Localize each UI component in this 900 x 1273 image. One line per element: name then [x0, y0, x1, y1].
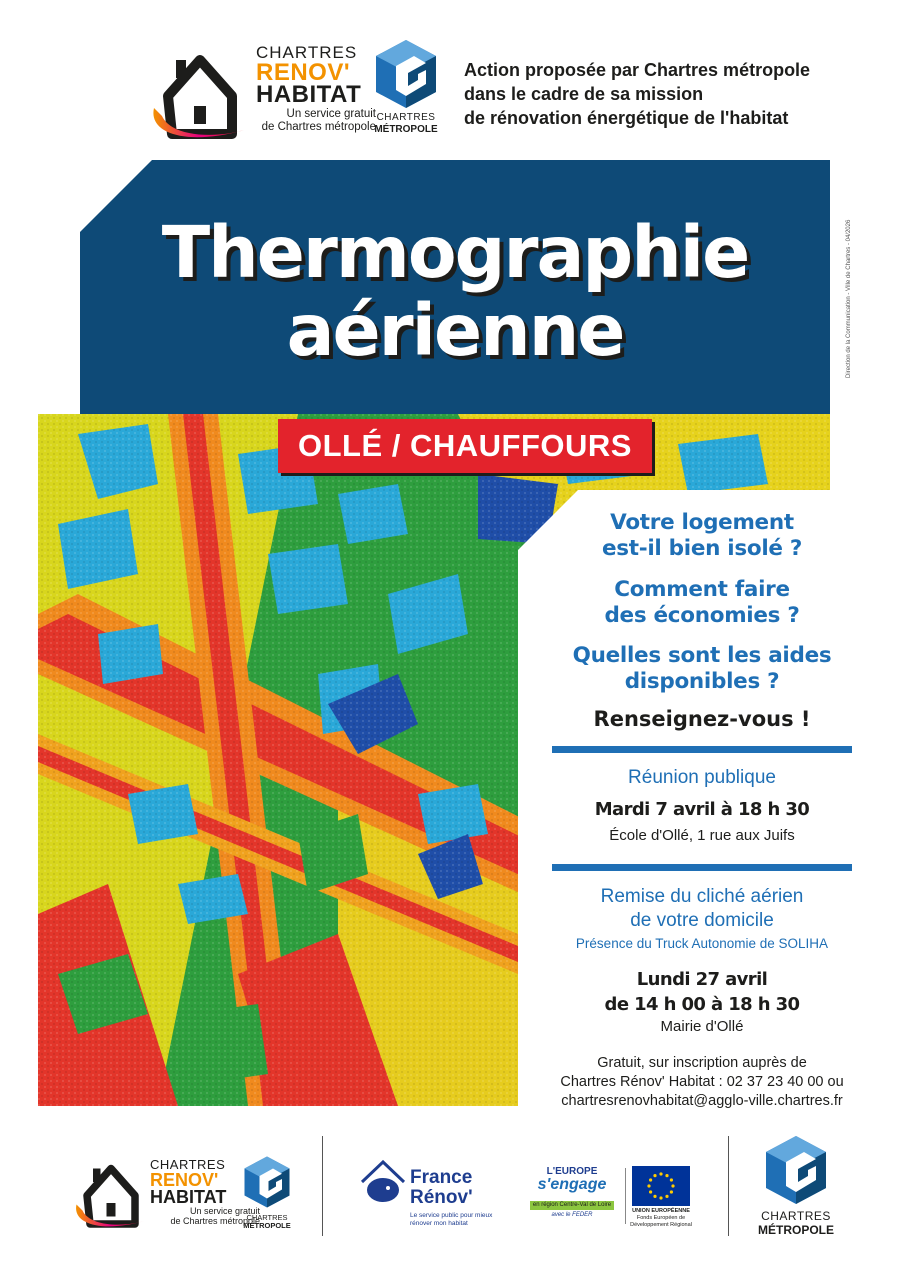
europe-engage-line1: L'EUROPE: [546, 1166, 598, 1177]
mission-statement: [464, 58, 864, 130]
photo-handover: [540, 885, 864, 1037]
handover-date: Lundi 27 avril: [636, 969, 768, 990]
footer-divider: [322, 1136, 323, 1236]
france-renov-icon: [358, 1158, 408, 1208]
europe-engage-region: en région Centre-Val de Loire: [530, 1201, 614, 1210]
title-line2: aérienne: [286, 289, 624, 372]
eu-flag-icon: [632, 1166, 690, 1206]
footer-logo-line: HABITAT: [150, 1187, 227, 1207]
metropole-cube-icon: [760, 1132, 832, 1208]
call-to-action-text: Renseignez-vous !: [593, 707, 811, 731]
handover-label: Remise du cliché aérien: [600, 886, 804, 907]
europe-engage-logo: [522, 1166, 622, 1230]
logo-line-chartres: CHARTRES: [256, 43, 358, 62]
metropole-cube-icon: [370, 36, 442, 112]
question-line: Quelles sont les aides: [572, 643, 832, 668]
footer-logo-tagline: de Chartres métropole: [170, 1216, 260, 1226]
metropole-line1: CHARTRES: [246, 1213, 288, 1222]
question-line: disponibles ?: [624, 669, 780, 694]
europe-engage-feder: avec le FEDER: [551, 1212, 593, 1218]
metropole-cube-icon: [240, 1152, 294, 1212]
metropole-line2: MÉTROPOLE: [757, 1223, 834, 1237]
call-to-action: [540, 706, 864, 732]
footer-logo-tagline: Un service gratuit: [189, 1206, 260, 1216]
contact-email: chartresrenovhabitat@agglo-ville.chartres.fr: [561, 1093, 843, 1109]
question-line: Votre logement: [610, 510, 794, 535]
question-insulation: [540, 510, 864, 562]
side-credit: Direction de la Communication - Ville de Chartres - 04/2026: [846, 219, 852, 378]
metropole-line1: CHARTRES: [761, 1209, 831, 1223]
logo-tagline: Un service gratuit: [286, 108, 376, 120]
divider: [552, 864, 852, 871]
contact-line: Gratuit, sur inscription auprès de: [597, 1055, 807, 1071]
chartres-metropole-logo: [370, 36, 442, 136]
mission-line: Action proposée par Chartres métropole: [464, 60, 811, 80]
france-renov-line2: Rénov': [410, 1187, 473, 1208]
logo-line-renov: RENOV': [256, 59, 351, 86]
mission-line: de rénovation énergétique de l'habitat: [464, 108, 789, 128]
page-title: [80, 211, 830, 372]
question-savings: [540, 577, 864, 629]
contact-line: Chartres Rénov' Habitat : 02 37 23 40 00 ou: [560, 1074, 844, 1090]
contact-info: [530, 1054, 874, 1111]
handover-label: de votre domicile: [630, 910, 774, 931]
handover-time: de 14 h 00 à 18 h 30: [604, 994, 800, 1015]
meeting-place: École d'Ollé, 1 rue aux Juifs: [609, 827, 795, 844]
metropole-line2: MÉTROPOLE: [243, 1221, 291, 1230]
divider: [552, 746, 852, 753]
footer-divider: [728, 1136, 729, 1236]
location-label: OLLÉ / CHAUFFOURS: [278, 419, 652, 473]
eu-logo: [630, 1166, 692, 1236]
logo-tagline: de Chartres métropole: [261, 121, 376, 133]
meeting-label: Réunion publique: [628, 767, 776, 788]
europe-engage-line2: s'engage: [537, 1176, 607, 1193]
question-aids: [540, 643, 864, 695]
truck-notice: Présence du Truck Autonomie de SOLIHA: [575, 936, 829, 951]
footer-metropole-small-logo: [240, 1152, 294, 1228]
france-renov-line1: France: [410, 1167, 473, 1188]
public-meeting: [540, 766, 864, 846]
question-line: est-il bien isolé ?: [601, 536, 803, 561]
footer-metropole-large-logo: [757, 1132, 834, 1237]
footer-logo-line: RENOV': [150, 1170, 219, 1190]
mission-line: dans le cadre de sa mission: [464, 84, 704, 104]
handover-place: Mairie d'Ollé: [660, 1018, 744, 1035]
france-renov-tagline: Le service public pour mieux rénover mon habitat: [410, 1212, 493, 1227]
house-icon: [72, 1152, 156, 1230]
meeting-date: Mardi 7 avril à 18 h 30: [594, 799, 810, 820]
question-line: Comment faire: [614, 577, 790, 602]
eu-line1: UNION EUROPÉENNE: [632, 1208, 690, 1214]
house-icon: [148, 38, 260, 142]
title-line1: Thermographie: [161, 211, 749, 294]
question-line: des économies ?: [604, 603, 800, 628]
metropole-line1: CHARTRES: [376, 112, 436, 123]
logo-line-habitat: HABITAT: [256, 81, 362, 108]
france-renov-logo: [358, 1156, 508, 1228]
eu-line2: Fonds Européen de Développement Régional: [630, 1215, 692, 1228]
footer-logo-line: CHARTRES: [150, 1157, 226, 1172]
metropole-line2: MÉTROPOLE: [374, 124, 438, 135]
